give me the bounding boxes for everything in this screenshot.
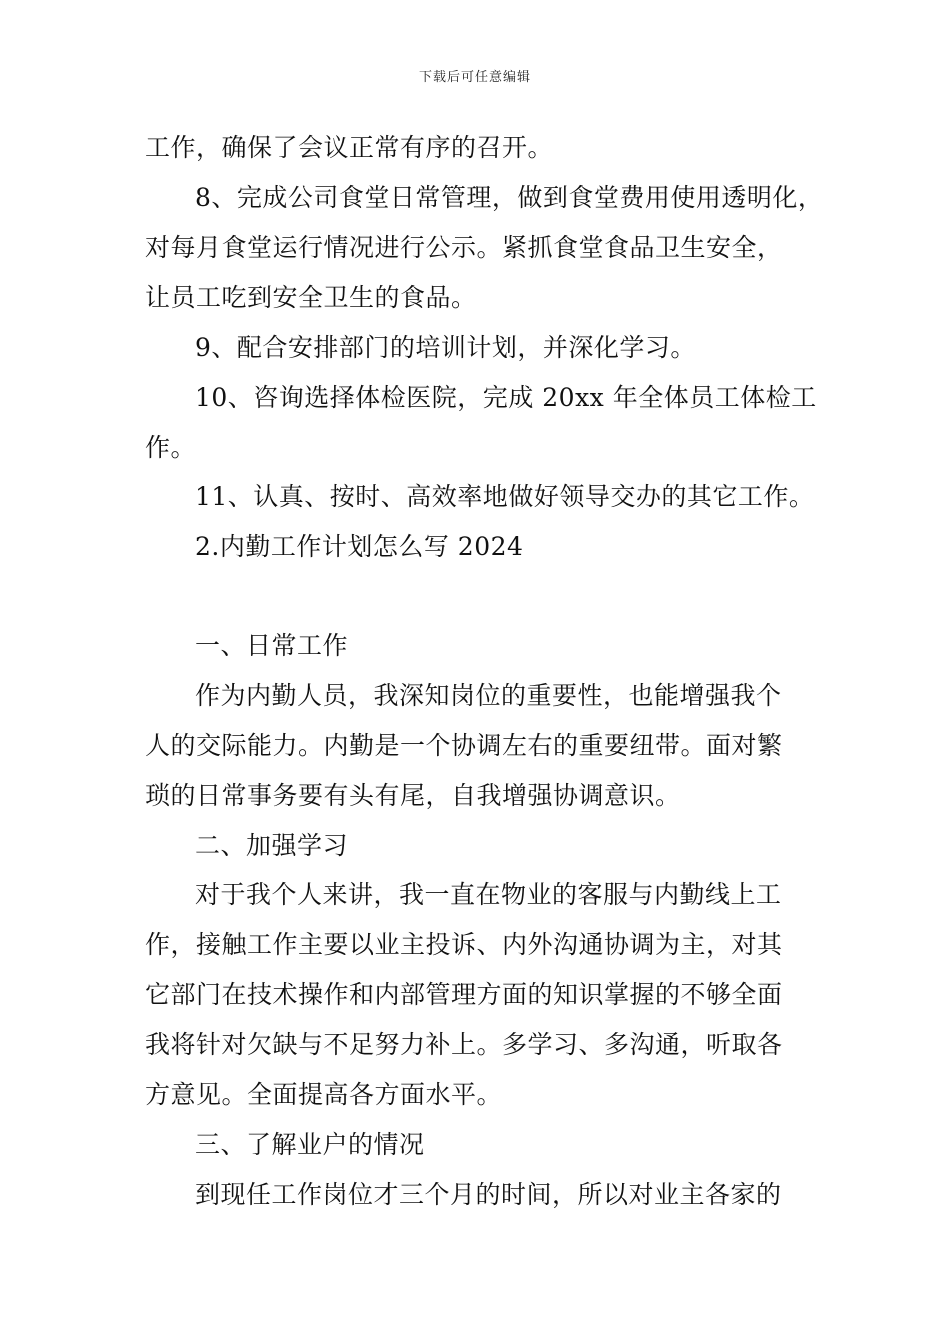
paragraph-line: 方意见。全面提高各方面水平。	[145, 1080, 503, 1109]
paragraph-line: 工作，确保了会议正常有序的召开。	[145, 133, 554, 162]
paragraph-line: 让员工吃到安全卫生的食品。	[145, 283, 477, 312]
paragraph-line: 9、配合安排部门的培训计划，并深化学习。	[195, 333, 696, 362]
paragraph-line: 对每月食堂运行情况进行公示。紧抓食堂食品卫生安全，	[145, 233, 783, 262]
paragraph-line: 8、完成公司食堂日常管理，做到食堂费用使用透明化，	[195, 183, 824, 212]
section-heading: 二、加强学习	[195, 831, 349, 860]
section-title: 2.内勤工作计划怎么写 2024	[195, 532, 524, 561]
paragraph-line: 琐的日常事务要有头有尾，自我增强协调意识。	[145, 781, 681, 810]
paragraph-line: 我将针对欠缺与不足努力补上。多学习、多沟通，听取各	[145, 1030, 783, 1059]
paragraph-line: 对于我个人来讲，我一直在物业的客服与内勤线上工	[195, 880, 782, 909]
paragraph-line: 作。	[145, 433, 197, 462]
paragraph-line: 作为内勤人员，我深知岗位的重要性，也能增强我个	[195, 681, 782, 710]
page-header: 下载后可任意编辑	[418, 70, 531, 85]
paragraph-line: 它部门在技术操作和内部管理方面的知识掌握的不够全面	[145, 980, 783, 1009]
paragraph-line: 到现任工作岗位才三个月的时间，所以对业主各家的	[195, 1180, 782, 1209]
paragraph-line: 10、咨询选择体检医院，完成 20xx 年全体员工体检工	[195, 383, 817, 412]
paragraph-line: 人的交际能力。内勤是一个协调左右的重要纽带。面对繁	[145, 731, 783, 760]
paragraph-line: 作，接触工作主要以业主投诉、内外沟通协调为主，对其	[145, 930, 783, 959]
section-heading: 一、日常工作	[195, 631, 349, 660]
section-heading: 三、了解业户的情况	[195, 1130, 425, 1159]
paragraph-line: 11、认真、按时、高效率地做好领导交办的其它工作。	[195, 482, 815, 511]
